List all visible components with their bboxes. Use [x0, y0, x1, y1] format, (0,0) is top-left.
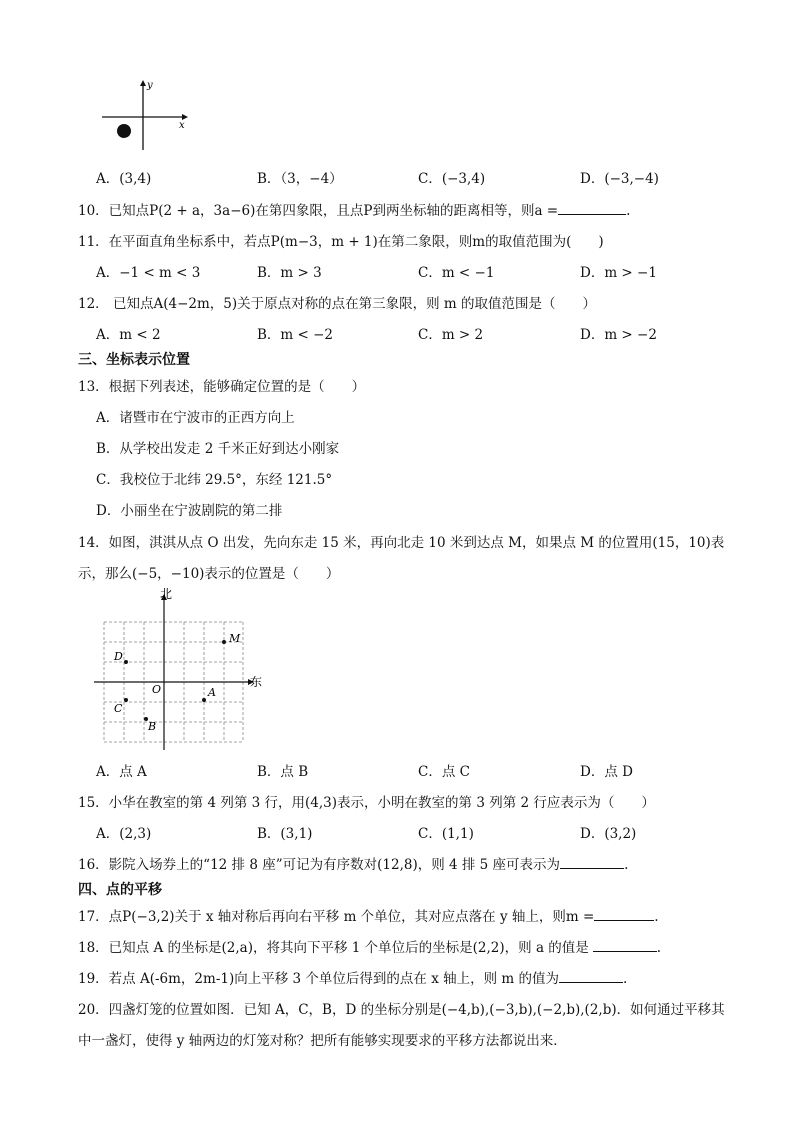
q11-option-a: A．−1 < m < 3 — [96, 265, 201, 281]
q12-option-c: C．m > 2 — [418, 327, 484, 343]
q14-option-b: B．点 B — [257, 764, 309, 780]
q10 — [78, 199, 630, 219]
q10-end: . — [626, 203, 631, 219]
q15-option-b: B．(3,1) — [257, 826, 313, 842]
q14-stem-line2: 示，那么(−5，−10)表示的位置是（ ） — [78, 566, 340, 582]
q9-y-label: y — [147, 80, 153, 91]
q20-stem-line1: 20．四盏灯笼的位置如图．已知 A，C，B，D 的坐标分别是(−4,b),(−3,b),(−2,b),(2,b)．如何通过平移其 — [78, 1002, 725, 1018]
q10-text: 10．已知点P(2 + a，3a−6)在第四象限，且点P到两坐标轴的距离相等，则a = — [78, 203, 559, 219]
q9-x-label: x — [179, 120, 185, 131]
q14-option-a: A．点 A — [96, 764, 147, 780]
q9-option-d: D．(−3,−4) — [580, 171, 659, 187]
q14-north-label: 北 — [160, 587, 173, 601]
q9-point — [117, 124, 131, 138]
q16-text: 16．影院入场券上的“12 排 8 座”可记为有序数对(12,8)，则 4 排 5 座可表示为 — [78, 857, 561, 873]
q14-label-m: M — [229, 632, 241, 645]
q16-end: . — [624, 857, 629, 873]
q14-stem-line1: 14．如图，淇淇从点 O 出发，先向东走 15 米，再向北走 10 米到达点 M，如果点 M 的位置用(15，10)表 — [78, 535, 725, 551]
q10-blank — [558, 202, 626, 215]
q19 — [78, 967, 627, 987]
q12-option-d: D．m > −2 — [580, 327, 657, 343]
q18-blank — [593, 939, 657, 952]
q14-option-c: C．点 C — [418, 764, 470, 780]
q17 — [78, 905, 659, 925]
q18 — [78, 936, 661, 956]
q13-option-a: A．诸暨市在宁波市的正西方向上 — [96, 410, 295, 426]
q12-stem: 12． 已知点A(4−2m，5)关于原点对称的点在第三象限，则 m 的取值范围是（ ） — [78, 296, 597, 312]
q17-blank — [594, 908, 654, 921]
q13-option-b: B．从学校出发走 2 千米正好到达小刚家 — [96, 441, 340, 457]
q13-option-c: C．我校位于北纬 29.5°，东经 121.5° — [96, 472, 333, 488]
q9-option-a: A．(3,4) — [96, 171, 152, 187]
q16-blank — [560, 856, 624, 869]
q9-option-c: C．(−3,4) — [418, 171, 486, 187]
q14-grid-figure — [90, 584, 270, 756]
q14-label-c: C — [114, 702, 123, 715]
q16 — [78, 853, 628, 873]
q18-text: 18．已知点 A 的坐标是(2,a)，将其向下平移 1 个单位后的坐标是(2,2)，则 a 的值是 — [78, 940, 589, 956]
q14-point-m — [222, 640, 226, 644]
q11-option-c: C．m < −1 — [418, 265, 495, 281]
q12-option-b: B．m < −2 — [257, 327, 334, 343]
q14-east-label: 东 — [250, 675, 263, 689]
q9-option-b: B．（3，−4） — [257, 171, 343, 187]
q14-label-b: B — [148, 720, 157, 733]
q15-option-a: A．(2,3) — [96, 826, 152, 842]
q19-end: . — [623, 971, 628, 987]
q17-end: . — [654, 909, 659, 925]
q14-point-a — [202, 698, 206, 702]
q19-text: 19．若点 A(-6m，2m-1)向上平移 3 个单位后得到的点在 x 轴上，则 m 的值为 — [78, 971, 559, 987]
section-4-heading: 四、点的平移 — [78, 882, 162, 898]
q19-blank — [559, 970, 623, 983]
q14-option-d: D．点 D — [580, 764, 633, 780]
q18-end: . — [656, 940, 662, 956]
q9-coordinate-figure — [96, 76, 192, 152]
q15-option-c: C．(1,1) — [418, 826, 474, 842]
q20-stem-line2: 中一盏灯，使得 y 轴两边的灯笼对称？把所有能够实现要求的平移方法都说出来． — [78, 1033, 567, 1049]
q15-stem: 15．小华在教室的第 4 列第 3 行，用(4,3)表示，小明在教室的第 3 列第 2 行应表示为（ ） — [78, 795, 655, 811]
q13-option-d: D．小丽坐在宁波剧院的第二排 — [96, 503, 283, 519]
q14-origin-label: O — [152, 683, 162, 696]
section-3-heading: 三、坐标表示位置 — [78, 352, 190, 368]
q12-option-a: A．m < 2 — [96, 327, 161, 343]
q13-stem: 13．根据下列表述，能够确定位置的是（ ） — [78, 379, 366, 395]
q11-option-b: B．m > 3 — [257, 265, 322, 281]
q14-label-d: D — [114, 650, 123, 663]
q14-point-d — [124, 660, 128, 664]
q14-point-c — [124, 698, 128, 702]
q17-text: 17．点P(−3,2)关于 x 轴对称后再向右平移 m 个单位，其对应点落在 y 轴上，则m = — [78, 909, 595, 925]
q11-stem: 11．在平面直角坐标系中，若点P(m−3，m + 1)在第二象限，则m的取值范围为( ) — [78, 234, 604, 250]
q11-option-d: D．m > −1 — [580, 265, 657, 281]
q14-label-a: A — [208, 686, 216, 699]
q15-option-d: D．(3,2) — [580, 826, 637, 842]
q9-y-arrow — [140, 80, 146, 86]
